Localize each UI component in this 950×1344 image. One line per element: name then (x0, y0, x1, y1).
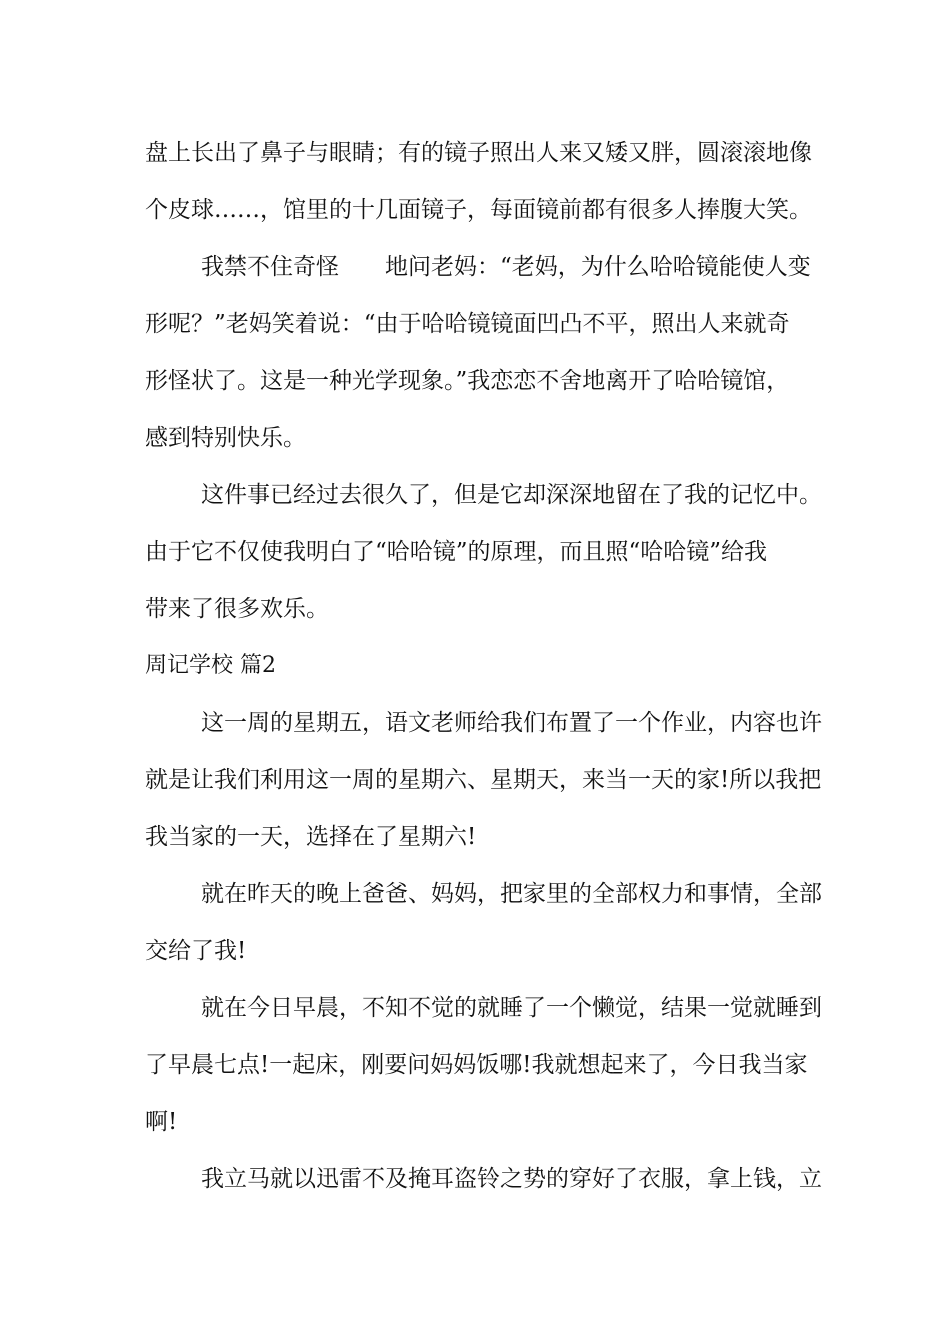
text-line: 我立马就以迅雷不及掩耳盗铃之势的穿好了衣服，拿上钱，立 (201, 1166, 822, 1192)
text-line: 啊! (145, 1109, 178, 1135)
text-line: 我当家的一天，选择在了星期六! (145, 824, 477, 850)
text-line: 由于它不仅使我明白了“哈哈镜”的原理，而且照“哈哈镜”给我 (145, 539, 768, 565)
text-line: 盘上长出了鼻子与眼睛；有的镜子照出人来又矮又胖，圆滚滚地像 (145, 140, 812, 166)
text-line: 形呢？”老妈笑着说：“由于哈哈镜镜面凹凸不平，照出人来就奇 (145, 311, 790, 337)
text-line: 形怪状了。这是一种光学现象。”我恋恋不舍地离开了哈哈镜馆， (145, 368, 790, 394)
section-heading: 周记学校 篇2 (145, 653, 276, 678)
text-line: 就是让我们利用这一周的星期六、星期天，来当一天的家!所以我把 (145, 767, 822, 793)
text-line: 这一周的星期五，语文老师给我们布置了一个作业，内容也许 (201, 710, 822, 736)
text-line: 感到特别快乐。 (145, 425, 306, 451)
text-line: 这件事已经过去很久了，但是它却深深地留在了我的记忆中。 (201, 482, 822, 508)
text-line: 个皮球……，馆里的十几面镜子，每面镜前都有很多人捧腹大笑。 (145, 197, 812, 223)
text-line: 我禁不住奇怪 地问老妈：“老妈，为什么哈哈镜能使人变 (201, 254, 811, 280)
text-line: 就在今日早晨，不知不觉的就睡了一个懒觉，结果一觉就睡到 (201, 995, 822, 1021)
text-line: 了早晨七点!一起床，刚要问妈妈饭哪!我就想起来了，今日我当家 (145, 1052, 808, 1078)
text-line: 交给了我! (145, 938, 247, 964)
text-line: 带来了很多欢乐。 (145, 596, 329, 622)
text-line: 就在昨天的晚上爸爸、妈妈，把家里的全部权力和事情，全部 (201, 881, 822, 907)
